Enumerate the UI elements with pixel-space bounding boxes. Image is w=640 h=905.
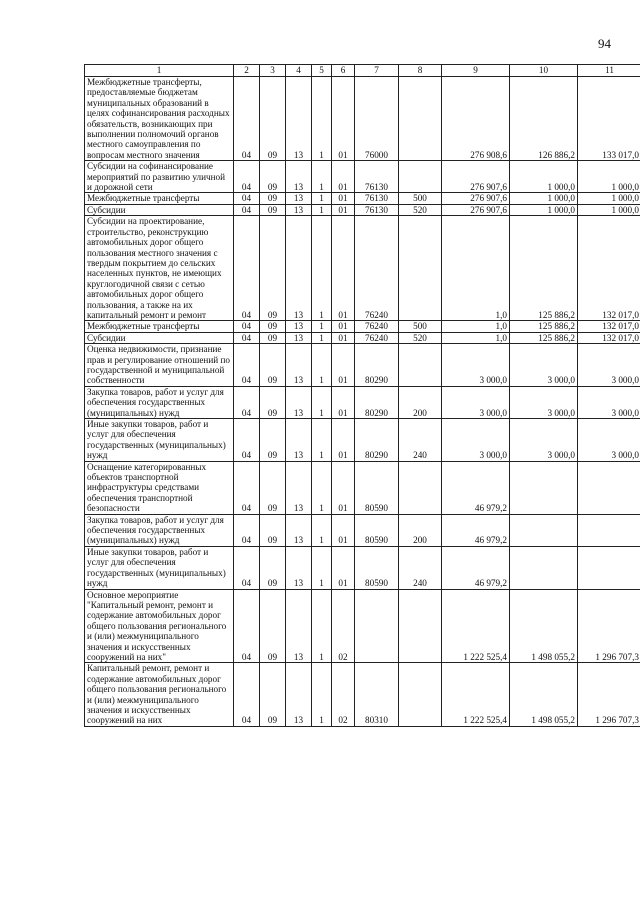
- table-row: [85, 546, 640, 589]
- subsection-cell: 09: [260, 386, 286, 418]
- amount-year1-cell: 1,0: [442, 216, 510, 321]
- expense-type-cell: [399, 589, 442, 663]
- section-cell: 04: [234, 344, 260, 387]
- event-cell: 01: [332, 386, 355, 418]
- amount-year2-cell: [510, 514, 578, 546]
- subprogram-cell: 1: [312, 161, 332, 193]
- amount-year2-cell: [510, 461, 578, 514]
- table-row: [85, 332, 640, 343]
- subsection-cell: 09: [260, 77, 286, 161]
- section-cell: 04: [234, 663, 260, 726]
- expense-type-cell: [399, 161, 442, 193]
- amount-year2-cell: [510, 546, 578, 589]
- section-cell: 04: [234, 514, 260, 546]
- subsection-cell: 09: [260, 216, 286, 321]
- amount-year1-cell: 1 222 525,4: [442, 663, 510, 726]
- subprogram-cell: 1: [312, 332, 332, 343]
- subprogram-cell: 1: [312, 216, 332, 321]
- column-header: 5: [312, 65, 332, 77]
- expense-type-cell: [399, 663, 442, 726]
- row-name-cell: Субсидии на проектирование, строительство, реконструкцию автомобильных дорог общего пользования местного значения с твердым покрытием до сельских населенных пунктов, не имеющих круглогодичной связи с сетью автомобильных дорог общего пользования, а также на их капитальный ремонт и ремонт: [85, 216, 234, 321]
- amount-year3-cell: 133 017,0: [578, 77, 640, 161]
- section-cell: 04: [234, 204, 260, 215]
- subsection-cell: 09: [260, 546, 286, 589]
- amount-year3-cell: 1 296 707,3: [578, 589, 640, 663]
- amount-year1-cell: 276 907,6: [442, 204, 510, 215]
- event-cell: 01: [332, 321, 355, 332]
- expense-type-cell: [399, 344, 442, 387]
- amount-year1-cell: 276 908,6: [442, 77, 510, 161]
- amount-year1-cell: 3 000,0: [442, 419, 510, 462]
- program-cell: 13: [286, 161, 312, 193]
- amount-year3-cell: 3 000,0: [578, 386, 640, 418]
- column-header: 7: [355, 65, 399, 77]
- amount-year2-cell: 1 000,0: [510, 193, 578, 204]
- section-cell: 04: [234, 332, 260, 343]
- program-cell: 13: [286, 386, 312, 418]
- expense-type-cell: 500: [399, 193, 442, 204]
- subsection-cell: 09: [260, 419, 286, 462]
- direction-cell: 80290: [355, 419, 399, 462]
- table-row: [85, 514, 640, 546]
- program-cell: 13: [286, 546, 312, 589]
- subsection-cell: 09: [260, 589, 286, 663]
- table-header-row: [85, 65, 640, 77]
- subprogram-cell: 1: [312, 514, 332, 546]
- subprogram-cell: 1: [312, 193, 332, 204]
- amount-year1-cell: 46 979,2: [442, 514, 510, 546]
- direction-cell: 80590: [355, 461, 399, 514]
- row-name-cell: Межбюджетные трансферты: [85, 321, 234, 332]
- expense-type-cell: 520: [399, 204, 442, 215]
- subsection-cell: 09: [260, 514, 286, 546]
- table-row: [85, 193, 640, 204]
- table-row: [85, 77, 640, 161]
- amount-year2-cell: 3 000,0: [510, 419, 578, 462]
- section-cell: 04: [234, 193, 260, 204]
- section-cell: 04: [234, 216, 260, 321]
- program-cell: 13: [286, 589, 312, 663]
- amount-year2-cell: 1 000,0: [510, 204, 578, 215]
- subsection-cell: 09: [260, 663, 286, 726]
- amount-year2-cell: 125 886,2: [510, 216, 578, 321]
- event-cell: 01: [332, 216, 355, 321]
- amount-year3-cell: 1 000,0: [578, 193, 640, 204]
- amount-year3-cell: 132 017,0: [578, 332, 640, 343]
- section-cell: 04: [234, 589, 260, 663]
- subprogram-cell: 1: [312, 589, 332, 663]
- row-name-cell: Субсидии на софинансирование мероприятий по развитию уличной и дорожной сети: [85, 161, 234, 193]
- column-header: 3: [260, 65, 286, 77]
- direction-cell: 76240: [355, 321, 399, 332]
- amount-year1-cell: 276 907,6: [442, 161, 510, 193]
- table-row: [85, 204, 640, 215]
- table-row: [85, 216, 640, 321]
- row-name-cell: Капитальный ремонт, ремонт и содержание автомобильных дорог общего пользования регионального и (или) межмуниципального значения и искусственных сооружений на них: [85, 663, 234, 726]
- column-header: 8: [399, 65, 442, 77]
- table-row: [85, 461, 640, 514]
- subsection-cell: 09: [260, 344, 286, 387]
- program-cell: 13: [286, 321, 312, 332]
- direction-cell: 80590: [355, 546, 399, 589]
- row-name-cell: Субсидии: [85, 332, 234, 343]
- row-name-cell: Субсидии: [85, 204, 234, 215]
- row-name-cell: Закупка товаров, работ и услуг для обеспечения государственных (муниципальных) нужд: [85, 386, 234, 418]
- amount-year2-cell: 125 886,2: [510, 321, 578, 332]
- table-row: [85, 321, 640, 332]
- row-name-cell: Закупка товаров, работ и услуг для обеспечения государственных (муниципальных) нужд: [85, 514, 234, 546]
- direction-cell: 80590: [355, 514, 399, 546]
- subprogram-cell: 1: [312, 419, 332, 462]
- section-cell: 04: [234, 77, 260, 161]
- expense-type-cell: 240: [399, 419, 442, 462]
- amount-year3-cell: 3 000,0: [578, 344, 640, 387]
- program-cell: 13: [286, 204, 312, 215]
- subsection-cell: 09: [260, 204, 286, 215]
- program-cell: 13: [286, 193, 312, 204]
- program-cell: 13: [286, 461, 312, 514]
- row-name-cell: Оценка недвижимости, признание прав и регулирование отношений по государственной и муниципальной собственности: [85, 344, 234, 387]
- direction-cell: 80290: [355, 386, 399, 418]
- amount-year3-cell: 1 000,0: [578, 204, 640, 215]
- subprogram-cell: 1: [312, 321, 332, 332]
- program-cell: 13: [286, 77, 312, 161]
- expense-type-cell: 200: [399, 386, 442, 418]
- event-cell: 01: [332, 461, 355, 514]
- subsection-cell: 09: [260, 332, 286, 343]
- table-row: [85, 589, 640, 663]
- amount-year3-cell: 1 296 707,3: [578, 663, 640, 726]
- program-cell: 13: [286, 332, 312, 343]
- subsection-cell: 09: [260, 161, 286, 193]
- direction-cell: 80290: [355, 344, 399, 387]
- table-row: [85, 161, 640, 193]
- page-number: 94: [598, 36, 611, 51]
- direction-cell: 76130: [355, 204, 399, 215]
- expense-type-cell: [399, 77, 442, 161]
- direction-cell: [355, 589, 399, 663]
- table-row: [85, 386, 640, 418]
- amount-year2-cell: 3 000,0: [510, 386, 578, 418]
- subprogram-cell: 1: [312, 344, 332, 387]
- amount-year3-cell: [578, 546, 640, 589]
- amount-year2-cell: 125 886,2: [510, 332, 578, 343]
- subprogram-cell: 1: [312, 77, 332, 161]
- row-name-cell: Оснащение категорированных объектов транспортной инфраструктуры средствами обеспечения транспортной безопасности: [85, 461, 234, 514]
- direction-cell: 76240: [355, 332, 399, 343]
- event-cell: 01: [332, 344, 355, 387]
- budget-table: [84, 64, 640, 727]
- event-cell: 01: [332, 546, 355, 589]
- expense-type-cell: [399, 216, 442, 321]
- amount-year3-cell: 1 000,0: [578, 161, 640, 193]
- direction-cell: 76000: [355, 77, 399, 161]
- amount-year2-cell: 126 886,2: [510, 77, 578, 161]
- section-cell: 04: [234, 161, 260, 193]
- program-cell: 13: [286, 216, 312, 321]
- event-cell: 02: [332, 663, 355, 726]
- row-name-cell: Межбюджетные трансферты: [85, 193, 234, 204]
- direction-cell: 80310: [355, 663, 399, 726]
- column-header: 10: [510, 65, 578, 77]
- amount-year2-cell: 3 000,0: [510, 344, 578, 387]
- expense-type-cell: 200: [399, 514, 442, 546]
- event-cell: 01: [332, 161, 355, 193]
- event-cell: 01: [332, 204, 355, 215]
- event-cell: 02: [332, 589, 355, 663]
- subprogram-cell: 1: [312, 386, 332, 418]
- section-cell: 04: [234, 461, 260, 514]
- amount-year2-cell: 1 498 055,2: [510, 663, 578, 726]
- section-cell: 04: [234, 546, 260, 589]
- expense-type-cell: 520: [399, 332, 442, 343]
- event-cell: 01: [332, 332, 355, 343]
- amount-year1-cell: 1,0: [442, 332, 510, 343]
- column-header: 2: [234, 65, 260, 77]
- subprogram-cell: 1: [312, 204, 332, 215]
- amount-year2-cell: 1 000,0: [510, 161, 578, 193]
- section-cell: 04: [234, 386, 260, 418]
- column-header: 11: [578, 65, 640, 77]
- program-cell: 13: [286, 419, 312, 462]
- section-cell: 04: [234, 419, 260, 462]
- subsection-cell: 09: [260, 461, 286, 514]
- expense-type-cell: [399, 461, 442, 514]
- amount-year1-cell: 1 222 525,4: [442, 589, 510, 663]
- amount-year1-cell: 276 907,6: [442, 193, 510, 204]
- expense-type-cell: 240: [399, 546, 442, 589]
- subsection-cell: 09: [260, 193, 286, 204]
- direction-cell: 76240: [355, 216, 399, 321]
- event-cell: 01: [332, 77, 355, 161]
- table-row: [85, 344, 640, 387]
- section-cell: 04: [234, 321, 260, 332]
- amount-year3-cell: [578, 461, 640, 514]
- direction-cell: 76130: [355, 161, 399, 193]
- column-header: 6: [332, 65, 355, 77]
- amount-year3-cell: 132 017,0: [578, 216, 640, 321]
- amount-year3-cell: 3 000,0: [578, 419, 640, 462]
- subprogram-cell: 1: [312, 663, 332, 726]
- event-cell: 01: [332, 419, 355, 462]
- row-name-cell: Основное мероприятие "Капитальный ремонт, ремонт и содержание автомобильных дорог общего пользования регионального и (или) межмуниципального значения и искусственных сооружений на них": [85, 589, 234, 663]
- row-name-cell: Иные закупки товаров, работ и услуг для обеспечения государственных (муниципальных) нужд: [85, 546, 234, 589]
- table-row: [85, 663, 640, 726]
- subprogram-cell: 1: [312, 461, 332, 514]
- expense-type-cell: 500: [399, 321, 442, 332]
- amount-year3-cell: 132 017,0: [578, 321, 640, 332]
- event-cell: 01: [332, 514, 355, 546]
- amount-year2-cell: 1 498 055,2: [510, 589, 578, 663]
- direction-cell: 76130: [355, 193, 399, 204]
- subprogram-cell: 1: [312, 546, 332, 589]
- subsection-cell: 09: [260, 321, 286, 332]
- program-cell: 13: [286, 663, 312, 726]
- column-header: 1: [85, 65, 234, 77]
- amount-year1-cell: 3 000,0: [442, 344, 510, 387]
- column-header: 4: [286, 65, 312, 77]
- amount-year3-cell: [578, 514, 640, 546]
- event-cell: 01: [332, 193, 355, 204]
- row-name-cell: Межбюджетные трансферты, предоставляемые бюджетам муниципальных образований в целях софинансирования расходных обязательств, возникающих при выполнении полномочий органов местного самоуправления по вопросам местного значения: [85, 77, 234, 161]
- amount-year1-cell: 1,0: [442, 321, 510, 332]
- program-cell: 13: [286, 344, 312, 387]
- column-header: 9: [442, 65, 510, 77]
- row-name-cell: Иные закупки товаров, работ и услуг для обеспечения государственных (муниципальных) нужд: [85, 419, 234, 462]
- program-cell: 13: [286, 514, 312, 546]
- amount-year1-cell: 3 000,0: [442, 386, 510, 418]
- amount-year1-cell: 46 979,2: [442, 546, 510, 589]
- amount-year1-cell: 46 979,2: [442, 461, 510, 514]
- table-row: [85, 419, 640, 462]
